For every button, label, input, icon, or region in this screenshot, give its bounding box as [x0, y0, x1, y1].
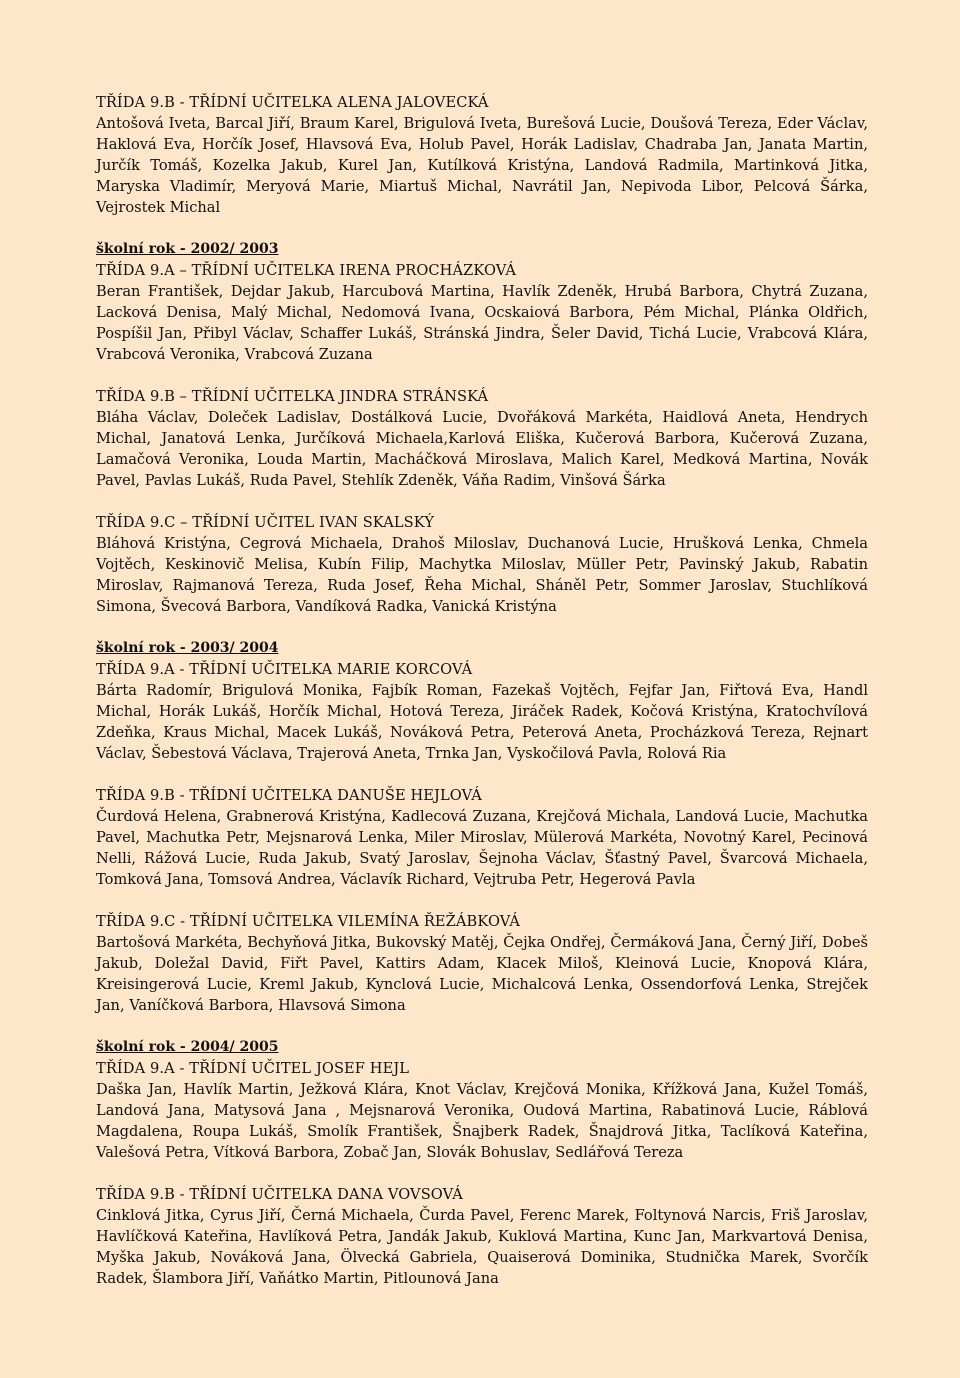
student-list: Cinklová Jitka, Cyrus Jiří, Černá Michaela, Čurda Pavel, Ferenc Marek, Foltynová Narcis, Friš Jaroslav, Havlíčková Kateřina, Havlíková Petra, Jandák Jakub, Kuklová Martina, Kunc Jan, Markvartová Denisa, Myška Jakub, Nováková Jana, Ölvecká Gabriela, Quaiserová Dominika, Studnička Marek, Svorčík Radek, Šlambora Jiří, Vaňátko Martin, Pitlounová Jana — [96, 1207, 868, 1287]
class-title: TŘÍDA 9.B - TŘÍDNÍ UČITELKA ALENA JALOVECKÁ — [96, 94, 489, 111]
year-group — [96, 1037, 868, 1289]
student-list: Beran František, Dejdar Jakub, Harcubová Martina, Havlík Zdeněk, Hrubá Barbora, Chytrá Zuzana, Lacková Denisa, Malý Michal, Nedomová Ivana, Ocskaiová Barbora, Pém Michal, Plánka Oldřich, Pospíšil Jan, Přibyl Václav, Schaffer Lukáš, Stránská Jindra, Šeler David, Tichá Lucie, Vrabcová Klára, Vrabcová Veronika, Vrabcová Zuzana — [96, 283, 868, 363]
student-list: Čurdová Helena, Grabnerová Kristýna, Kadlecová Zuzana, Krejčová Michala, Landová Lucie, Machutka Pavel, Machutka Petr, Mejsnarová Lenka, Miler Miroslav, Mülerová Markéta, Novotný Karel, Pecinová Nelli, Rážová Lucie, Ruda Jakub, Svatý Jaroslav, Šejnoha Václav, Šťastný Pavel, Švarcová Michaela, Tomková Jana, Tomsová Andrea, Václavík Richard, Vejtruba Petr, Hegerová Pavla — [96, 808, 868, 888]
class-title: TŘÍDA 9.C - TŘÍDNÍ UČITELKA VILEMÍNA ŘEŽÁBKOVÁ — [96, 913, 521, 930]
class-title: TŘÍDA 9.A – TŘÍDNÍ UČITELKA IRENA PROCHÁZKOVÁ — [96, 262, 517, 279]
class-block — [96, 785, 868, 890]
class-block — [96, 386, 868, 491]
year-group — [96, 638, 868, 1016]
school-year-heading: školní rok - 2004/ 2005 — [96, 1039, 279, 1055]
class-block — [96, 1184, 868, 1289]
school-year-heading: školní rok - 2003/ 2004 — [96, 640, 279, 656]
class-block — [96, 911, 868, 1016]
year-group — [96, 92, 868, 218]
class-title: TŘÍDA 9.A - TŘÍDNÍ UČITEL JOSEF HEJL — [96, 1060, 410, 1077]
student-list: Bárta Radomír, Brigulová Monika, Fajbík Roman, Fazekaš Vojtěch, Fejfar Jan, Fiřtová Eva, Handl Michal, Horák Lukáš, Horčík Michal, Hotová Tereza, Jiráček Radek, Kočová Kristýna, Kratochvílová Zdeňka, Kraus Michal, Macek Lukáš, Nováková Petra, Peterová Aneta, Procházková Tereza, Rejnart Václav, Šebestová Václava, Trajerová Aneta, Trnka Jan, Vyskočilová Pavla, Rolová Ria — [96, 682, 868, 762]
class-block — [96, 1058, 868, 1163]
student-list: Antošová Iveta, Barcal Jiří, Braum Karel, Brigulová Iveta, Burešová Lucie, Doušová Tereza, Eder Václav, Haklová Eva, Horčík Josef, Hlavsová Eva, Holub Pavel, Horák Ladislav, Chadraba Jan, Janata Martin, Jurčík Tomáš, Kozelka Jakub, Kurel Jan, Kutílková Kristýna, Landová Radmila, Martinková Jitka, Maryska Vladimír, Meryová Marie, Miartuš Michal, Navrátil Jan, Nepivoda Libor, Pelcová Šárka, Vejrostek Michal — [96, 115, 868, 216]
year-group — [96, 239, 868, 617]
class-title: TŘÍDA 9.B - TŘÍDNÍ UČITELKA DANUŠE HEJLOVÁ — [96, 787, 482, 804]
class-block — [96, 512, 868, 617]
class-block — [96, 92, 868, 218]
class-title: TŘÍDA 9.C – TŘÍDNÍ UČITEL IVAN SKALSKÝ — [96, 514, 435, 531]
class-block — [96, 260, 868, 365]
school-year-heading: školní rok - 2002/ 2003 — [96, 241, 279, 257]
class-title: TŘÍDA 9.A - TŘÍDNÍ UČITELKA MARIE KORCOVÁ — [96, 661, 473, 678]
student-list: Bláhová Kristýna, Cegrová Michaela, Drahoš Miloslav, Duchanová Lucie, Hrušková Lenka, Chmela Vojtěch, Keskinovič Melisa, Kubín Filip, Machytka Miloslav, Müller Petr, Pavinský Jakub, Rabatin Miroslav, Rajmanová Tereza, Ruda Josef, Řeha Michal, Sháněl Petr, Sommer Jaroslav, Stuchlíková Simona, Švecová Barbora, Vandíková Radka, Vanická Kristýna — [96, 535, 868, 615]
class-block — [96, 659, 868, 764]
class-title: TŘÍDA 9.B - TŘÍDNÍ UČITELKA DANA VOVSOVÁ — [96, 1186, 463, 1203]
student-list: Bartošová Markéta, Bechyňová Jitka, Bukovský Matěj, Čejka Ondřej, Čermáková Jana, Černý Jiří, Dobeš Jakub, Doležal David, Fiřt Pavel, Kattirs Adam, Klacek Miloš, Kleinová Lucie, Knopová Klára, Kreisingerová Lucie, Kreml Jakub, Kynclová Lucie, Michalcová Lenka, Ossendorfová Lenka, Strejček Jan, Vaníčková Barbora, Hlavsová Simona — [96, 934, 868, 1014]
class-title: TŘÍDA 9.B – TŘÍDNÍ UČITELKA JINDRA STRÁNSKÁ — [96, 388, 489, 405]
student-list: Daška Jan, Havlík Martin, Ježková Klára, Knot Václav, Krejčová Monika, Křížková Jana, Kužel Tomáš, Landová Jana, Matysová Jana , Mejsnarová Veronika, Oudová Martina, Rabatinová Lucie, Ráblová Magdalena, Roupa Lukáš, Smolík František, Šnajberk Radek, Šnajdrová Jitka, Taclíková Kateřina, Valešová Petra, Vítková Barbora, Zobač Jan, Slovák Bohuslav, Sedlářová Tereza — [96, 1081, 868, 1161]
student-list: Bláha Václav, Doleček Ladislav, Dostálková Lucie, Dvořáková Markéta, Haidlová Aneta, Hendrych Michal, Janatová Lenka, Jurčíková Michaela,Karlová Eliška, Kučerová Barbora, Kučerová Zuzana, Lamačová Veronika, Louda Martin, Macháčková Miroslava, Malich Karel, Medková Martina, Novák Pavel, Pavlas Lukáš, Ruda Pavel, Stehlík Zdeněk, Váňa Radim, Vinšová Šárka — [96, 409, 868, 489]
document-page — [96, 92, 868, 1289]
